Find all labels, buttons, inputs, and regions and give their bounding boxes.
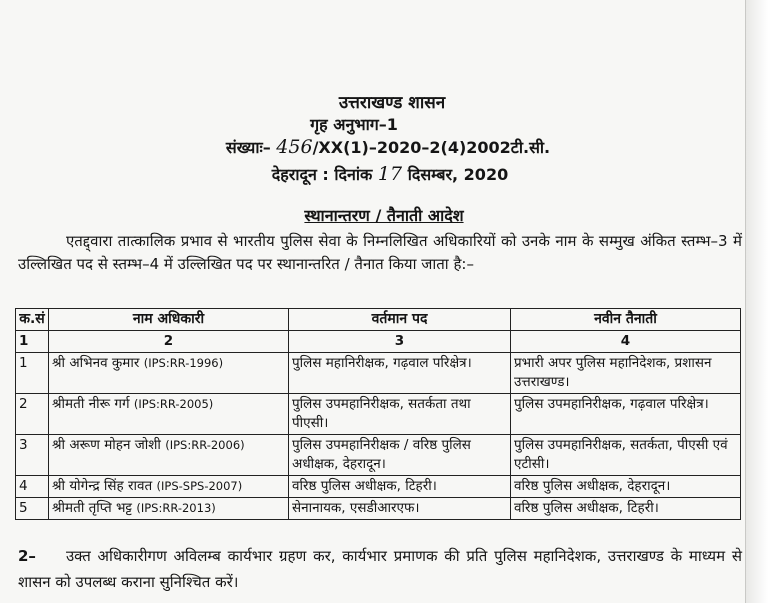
- row-sn: 2: [16, 394, 49, 435]
- col-number: 3: [289, 331, 511, 353]
- header-name: नाम अधिकारी: [49, 309, 289, 331]
- header-sn: क.सं: [16, 309, 49, 331]
- officer-name-cell: [49, 498, 289, 520]
- row-sn: 1: [16, 353, 49, 394]
- officer-name: श्री योगेन्द्र सिंह रावत: [52, 478, 153, 494]
- intro-paragraph: एतद्द्वारा तात्कालिक प्रभाव से भारतीय पुलिस सेवा के निम्नलिखित अधिकारियों को उनके नाम के सम्मुख अंकित स्तम्भ–3 में उल्लिखित पद से स्तम्भ–4 में उल्लिखित पद पर स्थानान्तरित / तैनात किया जाता है:–: [18, 232, 742, 273]
- paragraph-2: [18, 543, 742, 595]
- officer-name: श्री अभिनव कुमार: [52, 355, 140, 371]
- table-row: [16, 498, 741, 520]
- officer-name-cell: [49, 394, 289, 435]
- header-new-posting: नवीन तैनाती: [511, 309, 741, 331]
- handwritten-number: 456: [276, 136, 313, 158]
- order-title: स्थानान्तरण / तैनाती आदेश: [304, 206, 464, 225]
- col-number: 1: [16, 331, 49, 353]
- new-posting: वरिष्ठ पुलिस अधीक्षक, देहरादून।: [511, 476, 741, 498]
- paragraph-2-text: उक्त अधिकारीगण अविलम्ब कार्यभार ग्रहण कर, कार्यभार प्रमाणक की प्रति पुलिस महानिदेशक, उत्तराखण्ड के माध्यम से शासन को उपलब्ध कराना सुनिश्चित करें।: [18, 547, 742, 591]
- row-sn: 5: [16, 498, 49, 520]
- number-label: संख्याः–: [225, 138, 271, 157]
- date-prefix: देहरादून : दिनांक: [271, 165, 373, 184]
- ips-batch: (IPS:RR-2006): [165, 438, 245, 452]
- table-row: [16, 353, 741, 394]
- table-row: [16, 435, 741, 476]
- current-post: सेनानायक, एसडीआरएफ।: [289, 498, 511, 520]
- officer-name-cell: [49, 353, 289, 394]
- current-post: पुलिस महानिरीक्षक, गढ़वाल परिक्षेत्र।: [289, 353, 511, 394]
- order-number: [4, 136, 768, 158]
- new-posting: प्रभारी अपर पुलिस महानिदेशक, प्रशासन उत्तराखण्ड।: [511, 353, 741, 394]
- col-number: 2: [49, 331, 289, 353]
- paragraph-number: 2–: [18, 547, 36, 565]
- current-post: वरिष्ठ पुलिस अधीक्षक, टिहरी।: [289, 476, 511, 498]
- ips-batch: (IPS:RR-2005): [133, 397, 214, 411]
- date-suffix: दिसम्बर, 2020: [407, 165, 509, 184]
- government-heading: उत्तराखण्ड शासन: [338, 93, 446, 113]
- table-header-row: [16, 309, 741, 331]
- handwritten-date: 17: [377, 163, 403, 185]
- row-sn: 4: [16, 476, 49, 498]
- table-row: [16, 476, 741, 498]
- new-posting: पुलिस उपमहानिरीक्षक, सतर्कता, पीएसी एवं एटीसी।: [511, 435, 741, 476]
- officer-name: श्रीमती नीरू गर्ग: [52, 396, 130, 412]
- new-posting: पुलिस उपमहानिरीक्षक, गढ़वाल परिक्षेत्र।: [511, 394, 741, 435]
- header-current-post: वर्तमान पद: [289, 309, 511, 331]
- officer-name: श्रीमती तृप्ति भट्ट: [52, 500, 133, 516]
- row-sn: 3: [16, 435, 49, 476]
- column-number-row: [16, 331, 741, 353]
- col-number: 4: [511, 331, 741, 353]
- table-row: [16, 394, 741, 435]
- new-posting: वरिष्ठ पुलिस अधीक्षक, टिहरी।: [511, 498, 741, 520]
- officer-name: श्री अरूण मोहन जोशी: [52, 437, 161, 453]
- number-ref: /XX(1)–2020–2(4)2002टी.सी.: [312, 138, 551, 157]
- officer-name-cell: [49, 435, 289, 476]
- current-post: पुलिस उपमहानिरीक्षक / वरिष्ठ पुलिस अधीक्षक, देहरादून।: [289, 435, 511, 476]
- ips-batch: (IPS:RR-2013): [136, 501, 216, 515]
- current-post: पुलिस उपमहानिरीक्षक, सतर्कता तथा पीएसी।: [289, 394, 511, 435]
- section-heading: गृह अनुभाग–1: [310, 115, 398, 134]
- ips-batch: (IPS:RR-1996): [143, 356, 224, 370]
- ips-batch: (IPS-SPS-2007): [156, 479, 243, 493]
- transfer-table: [15, 308, 741, 520]
- officer-name-cell: [49, 476, 289, 498]
- order-date: [6, 163, 768, 185]
